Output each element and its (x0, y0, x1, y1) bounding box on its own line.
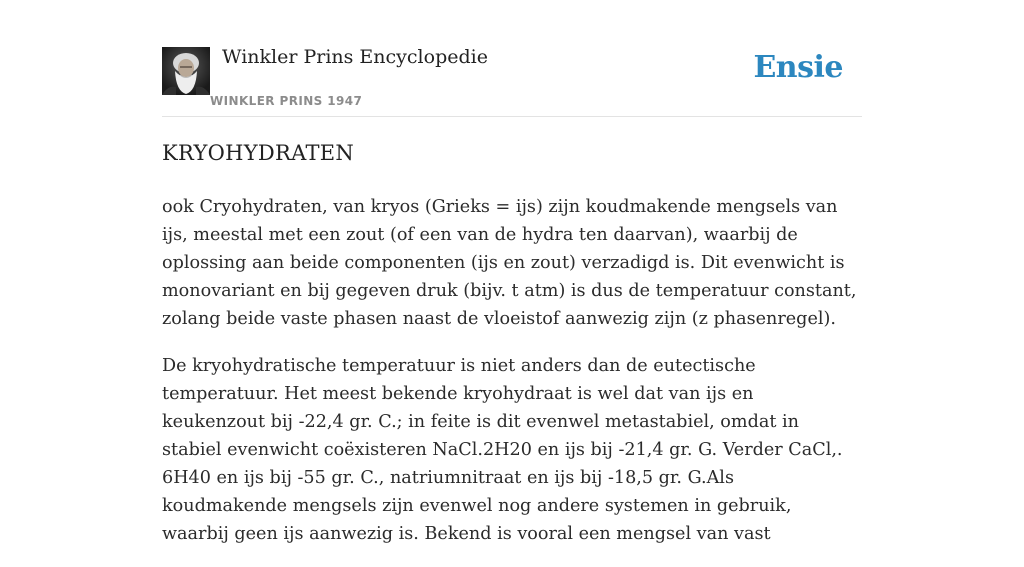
bearded-man-portrait-icon (162, 47, 210, 95)
paragraph: ook Cryohydraten, van kryos (Grieks = ijs) zijn koudmakende mengsels van ijs, meestal met een zout (of een van de hydra ten daarvan), waarbij de oplossing aan beide componenten (ijs en zout) verzadigd is. Dit evenwicht is monovariant en bij gegeven druk (bijv. t atm) is dus de temperatuur constant, zolang beide vaste phasen naast de vloeistof aanwezig zijn (z phasenregel). (162, 197, 857, 329)
site-name[interactable]: Winkler Prins Encyclopedie (222, 46, 488, 68)
header (162, 0, 862, 117)
page (162, 0, 862, 544)
paragraph: De kryohydratische temperatuur is niet anders dan de eutectische temperatuur. Het meest bekende kryohydraat is wel dat van ijs en keukenzout bij -22,4 gr. C.; in feite is dit evenwel metastabiel, omdat in stabiel evenwicht coëxisteren NaCl.2H20 en ijs bij -21,4 gr. G. Verder CaCl,. 6H40 en ijs bij -55 gr. C., natriumnitraat en ijs bij -18,5 gr. G.Als koudmakende mengsels zijn evenwel nog andere systemen in gebruik, waarbij geen ijs aanwezig is. Bekend is vooral een mengsel van vast (162, 356, 843, 544)
article-title: KRYOHYDRATEN (162, 141, 355, 165)
avatar[interactable] (162, 47, 210, 95)
source-label[interactable]: WINKLER PRINS 1947 (210, 94, 363, 108)
article-body (162, 193, 862, 567)
brand-logo[interactable]: Ensie (753, 50, 843, 85)
